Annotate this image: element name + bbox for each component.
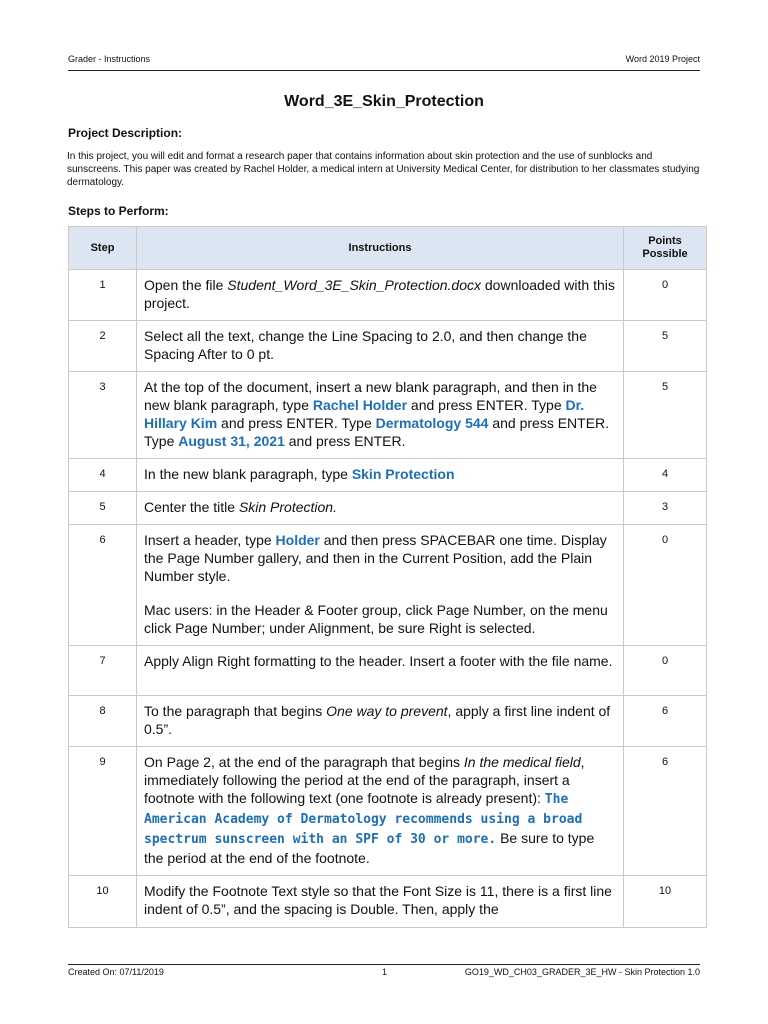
points-header-line1: Points [648, 235, 682, 247]
step-number: 9 [69, 747, 137, 876]
step-instructions: In the new blank paragraph, type Skin Protection [137, 459, 624, 492]
step-instructions: To the paragraph that begins One way to prevent, apply a first line indent of 0.5”. [137, 696, 624, 747]
project-description-heading: Project Description: [68, 126, 183, 140]
page-footer [68, 964, 700, 981]
table-row [69, 876, 707, 928]
header-right: Word 2019 Project [625, 54, 700, 64]
table-row [69, 372, 707, 459]
step-number: 6 [69, 525, 137, 646]
step-number: 2 [69, 321, 137, 372]
footer-page-number: 1 [382, 967, 388, 977]
table-row [69, 747, 707, 876]
table-row [69, 270, 707, 321]
step-instructions: Select all the text, change the Line Spacing to 2.0, and then change the Spacing After to 0 pt. [137, 321, 624, 372]
step-instructions: Modify the Footnote Text style so that the Font Size is 11, there is a first line indent of 0.5”, and the spacing is Double. Then, apply the [137, 876, 624, 928]
mac-note: Mac users: in the Header & Footer group, click Page Number, on the menu click Page Number; under Alignment, be sure Right is selected. [144, 602, 608, 636]
step-number: 10 [69, 876, 137, 928]
step-points: 0 [624, 525, 707, 646]
step-points: 5 [624, 321, 707, 372]
table-row [69, 321, 707, 372]
step-points: 6 [624, 696, 707, 747]
steps-table [68, 226, 707, 928]
header-left: Grader - Instructions [68, 54, 151, 64]
step-number: 1 [69, 270, 137, 321]
table-row [69, 696, 707, 747]
step-points: 0 [624, 270, 707, 321]
step-points: 0 [624, 646, 707, 696]
steps-heading: Steps to Perform: [68, 204, 169, 218]
step-number: 5 [69, 492, 137, 525]
step-instructions: On Page 2, at the end of the paragraph that begins In the medical field, immediately following the period at the end of the paragraph, insert a footnote with the following text (one footnote is already present): The American Academy of Dermatology recommends using a broad spectrum sunscreen with an SPF of 30 or more. Be sure to type the period at the end of the footnote. [137, 747, 624, 876]
step-points: 5 [624, 372, 707, 459]
project-description-text: In this project, you will edit and format a research paper that contains information about skin protection and the use of sunblocks and sunscreens. This paper was created by Rachel Holder, a medical intern at University Medical Center, for distribution to her classmates studying dermatology. [67, 151, 700, 188]
footer-created-on: Created On: 07/11/2019 [68, 967, 164, 977]
page-header [68, 54, 700, 71]
table-row [69, 525, 707, 646]
footer-file-name: GO19_WD_CH03_GRADER_3E_HW - Skin Protection 1.0 [464, 967, 700, 977]
table-row [69, 459, 707, 492]
step-number: 3 [69, 372, 137, 459]
step-instructions: Apply Align Right formatting to the header. Insert a footer with the file name. [137, 646, 624, 696]
points-header-line2: Possible [642, 248, 688, 260]
step-number: 8 [69, 696, 137, 747]
step-number: 4 [69, 459, 137, 492]
step-instructions: Center the title Skin Protection. [137, 492, 624, 525]
table-row [69, 646, 707, 696]
document-title: Word_3E_Skin_Protection [284, 93, 484, 110]
table-row [69, 492, 707, 525]
step-points: 3 [624, 492, 707, 525]
step-instructions: At the top of the document, insert a new blank paragraph, and then in the new blank paragraph, type Rachel Holder and press ENTER. Type Dr. Hillary Kim and press ENTER. Type Dermatology 544 and press ENTER. Type August 31, 2021 and press ENTER. [137, 372, 624, 459]
step-points: 6 [624, 747, 707, 876]
step-points: 10 [624, 876, 707, 928]
step-points: 4 [624, 459, 707, 492]
step-instructions: Open the file Student_Word_3E_Skin_Protection.docx downloaded with this project. [137, 270, 624, 321]
step-number: 7 [69, 646, 137, 696]
step-instructions: Insert a header, type Holder and then press SPACEBAR one time. Display the Page Number gallery, and then in the Current Position, add the Plain Number style. Mac users: in the Header & Footer group, click Page Number, on the menu click Page Number; under Alignment, be sure Right is selected. [137, 525, 624, 646]
column-header-points [624, 227, 707, 270]
column-header-step: Step [69, 227, 137, 270]
column-header-instructions: Instructions [137, 227, 624, 270]
table-header-row [69, 227, 707, 270]
